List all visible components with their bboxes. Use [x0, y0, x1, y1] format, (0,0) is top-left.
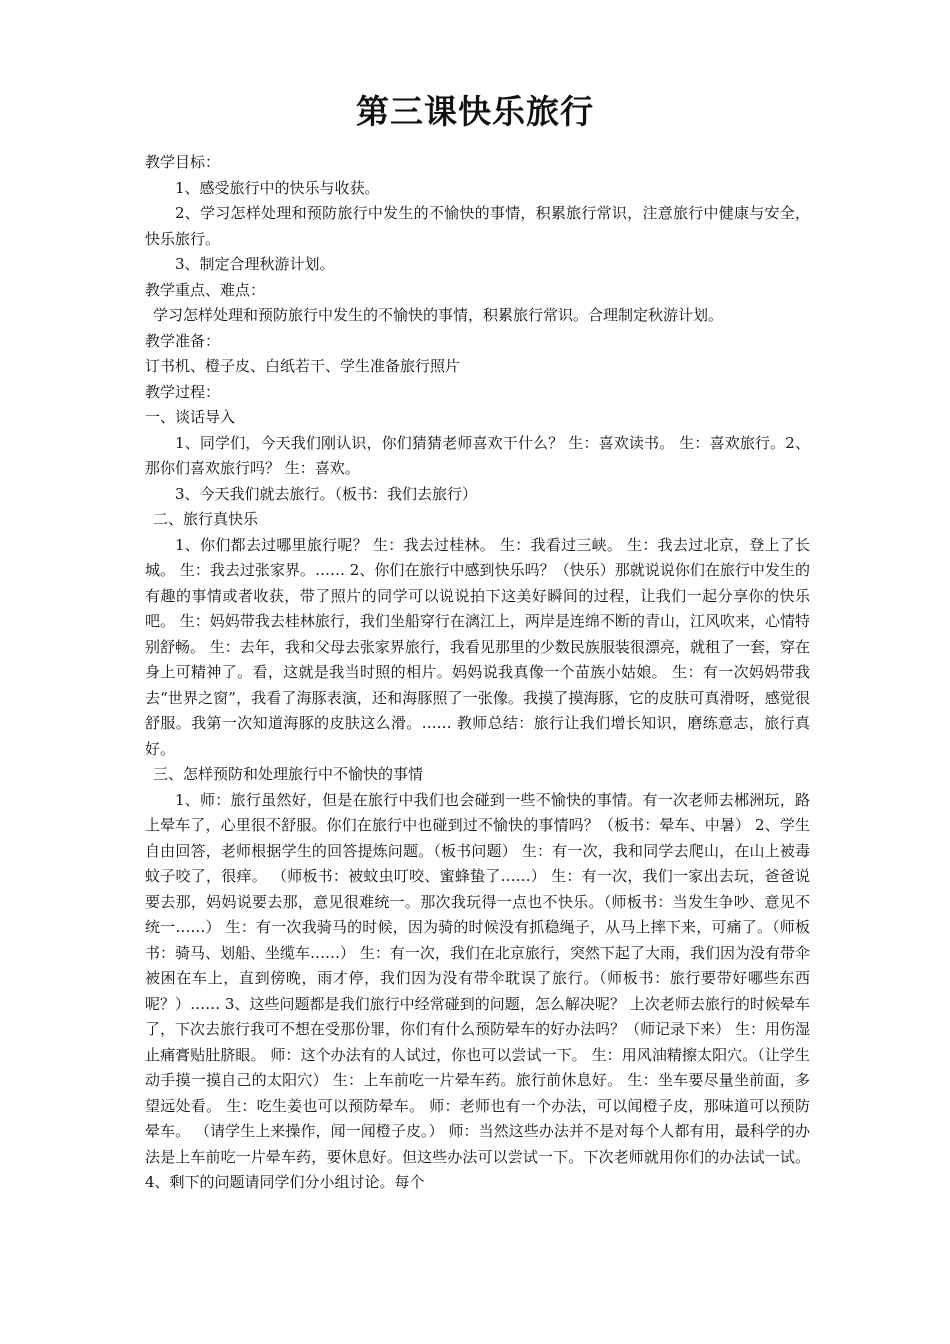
paragraph: 学习怎样处理和预防旅行中发生的不愉快的事情，积累旅行常识。合理制定秋游计划。 — [153, 306, 724, 324]
document-title: 第三课快乐旅行 — [356, 92, 594, 131]
paragraph: 1、感受旅行中的快乐与收获。 — [175, 178, 380, 197]
paragraph: 1、同学们，今天我们刚认识，你们猜猜老师喜欢干什么？ 生：喜欢读书。 生：喜欢旅行。2、那你们喜欢旅行吗？ 生：喜欢。 — [145, 433, 810, 477]
paragraph: 1、师：旅行虽然好，但是在旅行中我们也会碰到一些不愉快的事情。有一次老师去郴洲玩，路上晕车了，心里很不舒服。你们在旅行中也碰到过不愉快的事情吗？（板书：晕车、中暑） 2、学生自由回答，老师根据学生的回答提炼问题。（板书问题） 生：有一次，我和同学去爬山，在山上被毒蚊子咬了，很痒。 （师板书：被蚊虫叮咬、蜜蜂蛰了……） 生：有一次，我们一家出去玩，爸爸说要去那，妈妈说要去那，意见很难统一。那次我玩得一点也不快乐。（师板书：当发生争吵、意见不统一……） 生：有一次我骑马的时候，因为骑的时候没有抓稳绳子，从马上摔下来，可痛了。（师板书：骑马、划船、坐缆车……） 生：有一次，我们在北京旅行，突然下起了大雨，我们因为没有带伞被困在车上，直到傍晚，雨才停，我们因为没有带伞耽误了旅行。（师板书：旅行要带好哪些东西呢？）…… 3、这些问题都是我们旅行中经常碰到的问题，怎么解决呢？ 上次老师去旅行的时候晕车了，下次去旅行我可不想在受那份罪，你们有什么预防晕车的好办法吗？（师记录下来） 生：用伤湿止痛膏贴肚脐眼。 师：这个办法有的人试过，你也可以尝试一下。 生：用风油精擦太阳穴。（让学生动手摸一摸自己的太阳穴） 生：上车前吃一片晕车药。旅行前休息好。 生：坐车要尽量坐前面，多望远处看。 生：吃生姜也可以预防晕车。 师：老师也有一个办法，可以闻橙子皮，那味道可以预防晕车。 （请学生上来操作，闻一闻橙子皮。） 师：当然这些办法并不是对每个人都有用，最科学的办法是上车前吃一片晕车药，要休息好。但这些办法可以尝试一下。下次老师就用你们的办法试一试。 4、剩下的问题请同学们分小组讨论。每个 — [145, 790, 810, 1191]
paragraph: 教学重点、难点： — [145, 280, 266, 299]
document-body — [145, 150, 810, 1196]
paragraph: 3、制定合理秋游计划。 — [175, 255, 335, 273]
paragraph: 教学过程： — [145, 382, 221, 401]
paragraph: 一、谈话导入 — [145, 408, 236, 426]
paragraph: 1、你们都去过哪里旅行呢？ 生：我去过桂林。 生：我看过三峡。 生：我去过北京，登上了长城。 生：我去过张家界。…… 2、你们在旅行中感到快乐吗？（快乐）那就说说你们在旅行中发生的有趣的事情或者收获，带了照片的同学可以说说拍下这美好瞬间的过程，让我们一起分享你的快乐吧。 生：妈妈带我去桂林旅行，我们坐船穿行在漓江上，两岸是连绵不断的青山，江风吹来，心情特别舒畅。 生：去年，我和父母去张家界旅行，我看见那里的少数民族服装很漂亮，就租了一套，穿在身上可精神了。看，这就是我当时照的相片。妈妈说我真像一个苗族小姑娘。 生：有一次妈妈带我去“世界之窗”，我看了海豚表演，还和海豚照了一张像。我摸了摸海豚，它的皮肤可真滑呀，感觉很舒服。我第一次知道海豚的皮肤这么滑。…… 教师总结：旅行让我们增长知识，磨练意志，旅行真好。 — [145, 535, 810, 758]
paragraph: 订书机、橙子皮、白纸若干、学生准备旅行照片 — [145, 357, 461, 375]
paragraph: 2、学习怎样处理和预防旅行中发生的不愉快的事情，积累旅行常识，注意旅行中健康与安全，快乐旅行。 — [145, 204, 810, 248]
paragraph: 三、怎样预防和处理旅行中不愉快的事情 — [153, 765, 424, 783]
paragraph: 二、旅行真快乐 — [153, 510, 259, 528]
paragraph: 教学目标： — [145, 153, 221, 171]
paragraph: 教学准备： — [145, 331, 221, 350]
paragraph: 3、今天我们就去旅行。（板书：我们去旅行） — [175, 484, 478, 503]
